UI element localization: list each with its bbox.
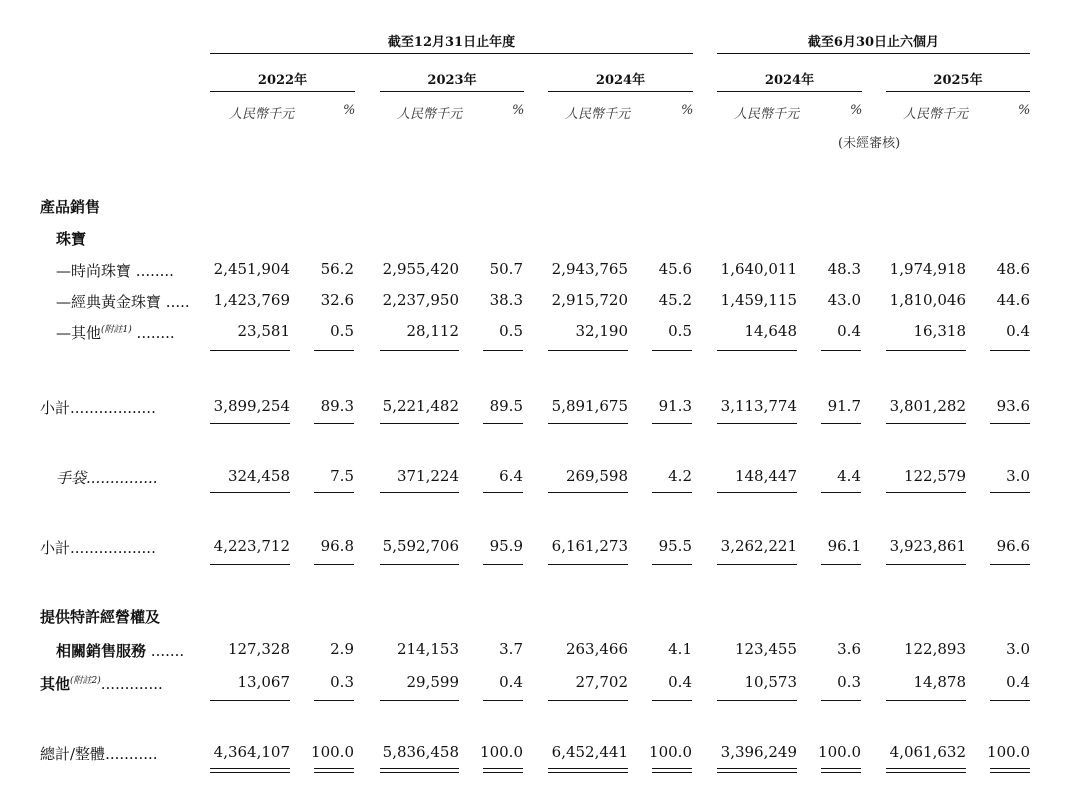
year-rule: [717, 91, 862, 92]
underline-rule: [210, 700, 290, 701]
percent-cell: 100.0: [649, 743, 692, 761]
underline-rule: [990, 492, 1030, 493]
percent-cell: 100.0: [311, 743, 354, 761]
underline-rule: [548, 350, 628, 351]
amount-cell: 10,573: [744, 673, 797, 691]
total-double-rule: [210, 768, 290, 773]
amount-cell: 5,221,482: [382, 397, 459, 415]
underline-rule: [380, 423, 459, 424]
unaudited-note: (未經審核): [838, 136, 901, 151]
amount-cell: 269,598: [565, 467, 628, 485]
unit-amount-header: 人民幣千元: [903, 107, 969, 122]
percent-cell: 0.5: [499, 322, 523, 340]
row-label-others: 其他$^{(附註2)}$.............: [40, 675, 163, 693]
underline-rule: [886, 350, 966, 351]
underline-rule: [821, 423, 861, 424]
percent-cell: 0.4: [668, 673, 692, 691]
amount-cell: 14,878: [913, 673, 966, 691]
amount-cell: 4,061,632: [889, 743, 966, 761]
amount-cell: 1,423,769: [213, 291, 290, 309]
underline-rule: [380, 492, 459, 493]
underline-rule: [314, 700, 354, 701]
amount-cell: 5,592,706: [382, 537, 459, 555]
amount-cell: 2,943,765: [551, 260, 628, 278]
percent-cell: 48.3: [827, 260, 861, 278]
underline-rule: [210, 350, 290, 351]
percent-cell: 100.0: [987, 743, 1030, 761]
amount-cell: 16,318: [913, 322, 966, 340]
section-licensing-line1: 提供特許經營權及: [40, 608, 161, 626]
row-label-total: 總計/整體...........: [40, 745, 158, 763]
percent-cell: 100.0: [818, 743, 861, 761]
underline-rule: [483, 423, 523, 424]
row-label-other-jewelry: —其他$^{(附註1)}$ ........: [56, 324, 175, 342]
percent-cell: 91.3: [658, 397, 692, 415]
amount-cell: 324,458: [227, 467, 290, 485]
amount-cell: 2,915,720: [551, 291, 628, 309]
underline-rule: [821, 700, 861, 701]
amount-cell: 2,237,950: [382, 291, 459, 309]
amount-cell: 127,328: [227, 640, 290, 658]
section-jewelry: 珠寶: [56, 230, 87, 248]
amount-cell: 3,899,254: [213, 397, 290, 415]
amount-cell: 3,923,861: [889, 537, 966, 555]
underline-rule: [314, 492, 354, 493]
percent-cell: 3.7: [499, 640, 523, 658]
row-label-handbags: 手袋...............: [56, 469, 158, 487]
percent-cell: 0.5: [668, 322, 692, 340]
underline-rule: [210, 423, 290, 424]
amount-cell: 123,455: [734, 640, 797, 658]
amount-cell: 4,364,107: [213, 743, 290, 761]
unit-pct-header: %: [512, 103, 525, 118]
amount-cell: 27,702: [575, 673, 628, 691]
percent-cell: 44.6: [996, 291, 1030, 309]
amount-cell: 1,810,046: [889, 291, 966, 309]
percent-cell: 4.4: [837, 467, 861, 485]
percent-cell: 45.6: [658, 260, 692, 278]
underline-rule: [886, 423, 966, 424]
amount-cell: 122,579: [903, 467, 966, 485]
underline-rule: [990, 564, 1030, 565]
underline-rule: [821, 350, 861, 351]
row-label-subtotal-2: 小計..................: [40, 539, 156, 557]
amount-cell: 2,451,904: [213, 260, 290, 278]
total-double-rule: [483, 768, 523, 773]
amount-cell: 6,161,273: [551, 537, 628, 555]
percent-cell: 3.0: [1006, 640, 1030, 658]
row-label-classic-gold: —經典黃金珠寶 .....: [56, 293, 190, 311]
percent-cell: 89.5: [489, 397, 523, 415]
amount-cell: 1,974,918: [889, 260, 966, 278]
total-double-rule: [380, 768, 459, 773]
percent-cell: 3.6: [837, 640, 861, 658]
amount-cell: 3,262,221: [720, 537, 797, 555]
percent-cell: 0.4: [837, 322, 861, 340]
percent-cell: 0.5: [330, 322, 354, 340]
percent-cell: 100.0: [480, 743, 523, 761]
unit-amount-header: 人民幣千元: [565, 107, 631, 122]
underline-rule: [652, 350, 692, 351]
underline-rule: [821, 492, 861, 493]
percent-cell: 89.3: [320, 397, 354, 415]
percent-cell: 96.1: [827, 537, 861, 555]
unit-amount-header: 人民幣千元: [734, 107, 800, 122]
percent-cell: 2.9: [330, 640, 354, 658]
amount-cell: 263,466: [565, 640, 628, 658]
amount-cell: 3,801,282: [889, 397, 966, 415]
year-header-2024-half: 2024年: [764, 73, 815, 88]
amount-cell: 1,640,011: [720, 260, 797, 278]
underline-rule: [990, 350, 1030, 351]
underline-rule: [210, 492, 290, 493]
section-product-sales: 產品銷售: [40, 198, 101, 216]
percent-cell: 0.3: [330, 673, 354, 691]
percent-cell: 45.2: [658, 291, 692, 309]
percent-cell: 4.2: [668, 467, 692, 485]
unit-amount-header: 人民幣千元: [397, 107, 463, 122]
amount-cell: 28,112: [406, 322, 459, 340]
underline-rule: [652, 564, 692, 565]
percent-cell: 56.2: [320, 260, 354, 278]
underline-rule: [717, 350, 797, 351]
underline-rule: [314, 350, 354, 351]
amount-cell: 371,224: [396, 467, 459, 485]
underline-rule: [652, 700, 692, 701]
year-rule: [380, 91, 524, 92]
amount-cell: 214,153: [396, 640, 459, 658]
underline-rule: [652, 423, 692, 424]
percent-cell: 0.3: [837, 673, 861, 691]
percent-cell: 0.4: [1006, 322, 1030, 340]
underline-rule: [483, 350, 523, 351]
year-header-2024: 2024年: [595, 73, 646, 88]
percent-cell: 6.4: [499, 467, 523, 485]
underline-rule: [548, 564, 628, 565]
underline-rule: [210, 564, 290, 565]
period-header-half: 截至6月30日止六個月: [807, 35, 940, 50]
amount-cell: 14,648: [744, 322, 797, 340]
percent-cell: 91.7: [827, 397, 861, 415]
percent-cell: 43.0: [827, 291, 861, 309]
underline-rule: [652, 492, 692, 493]
amount-cell: 122,893: [903, 640, 966, 658]
total-double-rule: [990, 768, 1030, 773]
percent-cell: 95.9: [489, 537, 523, 555]
year-rule: [210, 91, 355, 92]
underline-rule: [717, 700, 797, 701]
underline-rule: [380, 350, 459, 351]
underline-rule: [821, 564, 861, 565]
underline-rule: [717, 423, 797, 424]
underline-rule: [483, 492, 523, 493]
total-double-rule: [717, 768, 797, 773]
underline-rule: [548, 700, 628, 701]
unit-amount-header: 人民幣千元: [229, 107, 295, 122]
period-rule-fy: [210, 53, 693, 54]
percent-cell: 7.5: [330, 467, 354, 485]
amount-cell: 3,396,249: [720, 743, 797, 761]
year-header-2022: 2022年: [257, 73, 308, 88]
total-double-rule: [821, 768, 861, 773]
year-rule: [886, 91, 1030, 92]
underline-rule: [483, 564, 523, 565]
percent-cell: 38.3: [489, 291, 523, 309]
underline-rule: [990, 423, 1030, 424]
underline-rule: [886, 492, 966, 493]
period-header-fy: 截至12月31日止年度: [387, 35, 516, 50]
underline-rule: [717, 492, 797, 493]
underline-rule: [380, 564, 459, 565]
underline-rule: [548, 423, 628, 424]
percent-cell: 48.6: [996, 260, 1030, 278]
underline-rule: [483, 700, 523, 701]
amount-cell: 4,223,712: [213, 537, 290, 555]
amount-cell: 2,955,420: [382, 260, 459, 278]
underline-rule: [548, 492, 628, 493]
amount-cell: 148,447: [734, 467, 797, 485]
amount-cell: 29,599: [406, 673, 459, 691]
amount-cell: 1,459,115: [720, 291, 797, 309]
amount-cell: 6,452,441: [551, 743, 628, 761]
percent-cell: 95.5: [658, 537, 692, 555]
row-label-licensing: 相關銷售服務 .......: [56, 642, 185, 660]
percent-cell: 0.4: [1006, 673, 1030, 691]
underline-rule: [717, 564, 797, 565]
amount-cell: 23,581: [237, 322, 290, 340]
percent-cell: 93.6: [996, 397, 1030, 415]
amount-cell: 5,836,458: [382, 743, 459, 761]
row-label-fashion-jewelry: —時尚珠寶 ........: [56, 262, 174, 280]
year-rule: [548, 91, 693, 92]
underline-rule: [314, 423, 354, 424]
percent-cell: 4.1: [668, 640, 692, 658]
underline-rule: [314, 564, 354, 565]
percent-cell: 3.0: [1006, 467, 1030, 485]
amount-cell: 5,891,675: [551, 397, 628, 415]
amount-cell: 32,190: [575, 322, 628, 340]
unit-pct-header: %: [343, 103, 356, 118]
underline-rule: [990, 700, 1030, 701]
period-rule-half: [717, 53, 1030, 54]
unit-pct-header: %: [681, 103, 694, 118]
percent-cell: 50.7: [489, 260, 523, 278]
year-header-2025-half: 2025年: [933, 73, 983, 88]
underline-rule: [886, 700, 966, 701]
year-header-2023: 2023年: [427, 73, 477, 88]
row-label-subtotal-1: 小計..................: [40, 399, 156, 417]
amount-cell: 13,067: [237, 673, 290, 691]
unit-pct-header: %: [850, 103, 863, 118]
underline-rule: [886, 564, 966, 565]
percent-cell: 96.8: [320, 537, 354, 555]
percent-cell: 0.4: [499, 673, 523, 691]
percent-cell: 32.6: [320, 291, 354, 309]
amount-cell: 3,113,774: [720, 397, 797, 415]
total-double-rule: [652, 768, 692, 773]
total-double-rule: [548, 768, 628, 773]
total-double-rule: [886, 768, 966, 773]
total-double-rule: [314, 768, 354, 773]
unit-pct-header: %: [1018, 103, 1031, 118]
percent-cell: 96.6: [996, 537, 1030, 555]
underline-rule: [380, 700, 459, 701]
